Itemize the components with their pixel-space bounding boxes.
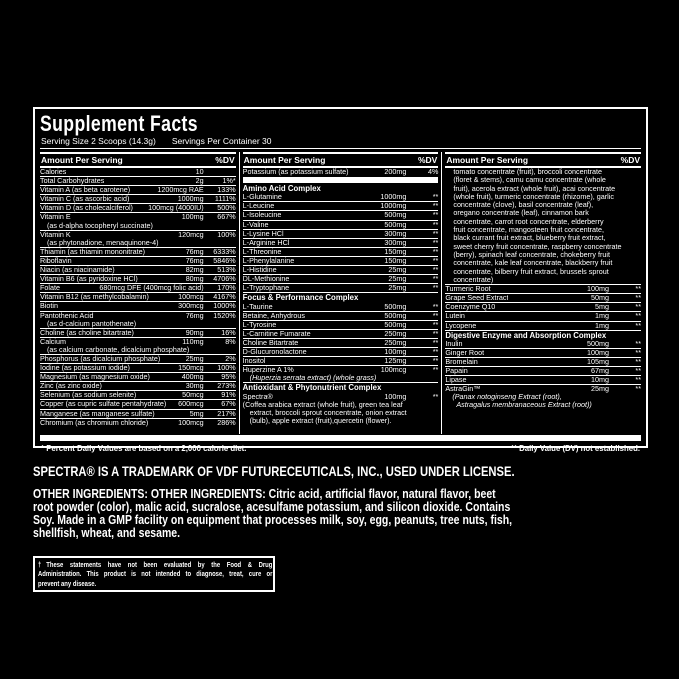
nutrient-amount: 100mg bbox=[181, 212, 204, 222]
nutrient-name: Iodine (as potassium iodide) bbox=[40, 364, 130, 373]
spectra-trademark-line: SPECTRA® IS A TRADEMARK OF VDF FUTURECEUTICALS, INC., USED UNDER LICENSE. bbox=[33, 463, 515, 479]
nutrient-amount: 500mg bbox=[587, 338, 610, 348]
nutrient-amount: 10 bbox=[195, 167, 204, 176]
nutrient-row bbox=[445, 375, 641, 384]
nutrient-amount: 100mcg bbox=[178, 417, 204, 427]
nutrient-row bbox=[40, 372, 236, 381]
nutrient-dv: 500% bbox=[217, 203, 236, 213]
column-header bbox=[40, 152, 236, 168]
nutrient-dv: ** bbox=[635, 357, 641, 367]
nutrient-dv: 286% bbox=[217, 417, 236, 427]
nutrient-row bbox=[40, 283, 236, 292]
nutrient-name: Lipase bbox=[445, 376, 467, 385]
nutrient-name: D-Glucuronolactone bbox=[242, 348, 307, 356]
nutrient-dv: ** bbox=[635, 302, 641, 312]
nutrient-name: Calories bbox=[40, 168, 67, 176]
nutrient-row bbox=[445, 284, 641, 293]
nutrient-dv: 67% bbox=[221, 399, 236, 409]
nutrient-dv: ** bbox=[432, 255, 439, 265]
nutrient-row bbox=[40, 409, 236, 418]
nutrient-dv: ** bbox=[432, 337, 439, 347]
section-header: Amino Acid Complex bbox=[242, 184, 321, 194]
serving-size: Serving Size 2 Scoops (14.3g) bbox=[41, 136, 156, 146]
nutrient-dv: ** bbox=[432, 201, 439, 211]
nutrient-dv: ** bbox=[432, 219, 439, 229]
nutrient-row bbox=[243, 329, 439, 338]
nutrient-amount: 30mg bbox=[185, 381, 204, 391]
nutrient-row bbox=[243, 283, 439, 292]
nutrient-name: Choline (as choline bitartrate) bbox=[40, 328, 134, 337]
text-line: concentrate, carrot root concentrate, elderberry bbox=[453, 216, 604, 226]
nutrient-name: L-Glutamine bbox=[242, 193, 282, 202]
nutrient-name: Lycopene bbox=[445, 321, 477, 330]
nutrient-amount: 200mg bbox=[384, 167, 407, 176]
nutrient-name: L-Arginine HCl bbox=[242, 238, 290, 247]
nutrient-dv: ** bbox=[432, 192, 439, 202]
text-line: (bulb), apple extract (fruit),quercetin (flower). bbox=[249, 416, 392, 426]
nutrient-dv: 4% bbox=[427, 167, 439, 176]
nutrient-amount: 25mg bbox=[388, 265, 407, 275]
nutrient-dv: 667% bbox=[217, 212, 236, 222]
nutrient-amount: 250mg bbox=[384, 337, 407, 347]
nutrient-amount: 1mg bbox=[595, 311, 610, 321]
fda-disclaimer-text bbox=[38, 560, 272, 588]
nutrient-row bbox=[40, 265, 236, 274]
nutrient-name: Selenium (as sodium selenite) bbox=[40, 391, 137, 400]
text-line: root powder (color), malic acid, sucralose, acesulfame potassium, and silicon dioxide. Contains bbox=[33, 500, 511, 514]
nutrient-amount: 67mg bbox=[591, 366, 610, 376]
nutrient-row bbox=[40, 390, 236, 399]
nutrient-dv: ** bbox=[432, 237, 439, 247]
nutrient-amount: 10mg bbox=[591, 375, 610, 385]
footnote-dv-not-established: ** Daily Value (DV) not established. bbox=[510, 444, 640, 453]
nutrient-row bbox=[40, 274, 236, 283]
text-line: fruit concentrate, mangosteen fruit concentrate, bbox=[453, 225, 604, 235]
nutrient-dv: ** bbox=[432, 391, 439, 401]
nutrient-amount: 50mcg bbox=[182, 390, 204, 400]
supplement-facts-title: Supplement Facts bbox=[40, 111, 198, 136]
nutrient-row bbox=[243, 256, 439, 265]
text-line: sweet cherry fruit concentrate, raspberry concentrate bbox=[453, 241, 622, 251]
footnote-daily-values: * Percent Daily Values are based on a 2,000 calorie diet. bbox=[41, 444, 247, 453]
nutrient-row bbox=[40, 247, 236, 256]
nutrient-row bbox=[445, 311, 641, 320]
nutrient-row bbox=[243, 303, 439, 311]
column-header-dv: %DV bbox=[620, 154, 641, 165]
text-line: fruit), acerola extract (whole fruit), acai concentrate bbox=[453, 183, 616, 193]
nutrient-amount: 300mcg bbox=[178, 301, 204, 311]
other-ingredients-paragraph bbox=[33, 488, 512, 540]
column-header-label: Amount Per Serving bbox=[243, 154, 326, 165]
nutrient-row bbox=[40, 292, 236, 301]
nutrient-dv: ** bbox=[432, 210, 439, 220]
nutrient-row bbox=[445, 321, 641, 330]
nutrient-dv: ** bbox=[635, 384, 641, 394]
nutrient-name: L-Tryptophane bbox=[242, 284, 290, 293]
text-line: Administration. This product is not intended to diagnose, treat, cure or bbox=[38, 569, 273, 579]
nutrient-name: Lutein bbox=[445, 312, 465, 321]
nutrient-amount: 500mg bbox=[384, 310, 407, 320]
nutrient-dv: ** bbox=[635, 375, 641, 385]
text-line: prevent any disease. bbox=[38, 578, 97, 588]
nutrient-name: Vitamin B6 (as pyridoxine HCl) bbox=[40, 275, 138, 284]
nutrient-amount: 1200mcg RAE bbox=[157, 185, 204, 195]
facts-column bbox=[40, 152, 236, 434]
nutrient-row bbox=[243, 320, 439, 329]
nutrient-name: Inulin bbox=[445, 339, 463, 348]
nutrient-name: Zinc (as zinc oxide) bbox=[40, 382, 102, 391]
nutrient-name: Folate bbox=[40, 284, 60, 293]
nutrient-amount: 300mg bbox=[384, 237, 407, 247]
nutrient-row bbox=[243, 210, 439, 219]
nutrient-name: Pantothenic Acid bbox=[40, 311, 94, 320]
nutrient-amount: 110mg bbox=[182, 336, 204, 346]
nutrient-dv: 217% bbox=[217, 408, 236, 418]
nutrient-amount: 500mg bbox=[384, 210, 407, 220]
section-header: Antioxidant & Phytonutrient Complex bbox=[243, 382, 439, 392]
facts-column bbox=[445, 152, 641, 434]
text-line: OTHER INGREDIENTS: OTHER INGREDIENTS: Citric acid, artificial flavor, natural flavor, beet bbox=[33, 487, 496, 501]
nutrient-row bbox=[445, 302, 641, 311]
nutrient-amount: 5mg bbox=[595, 302, 610, 312]
nutrient-row bbox=[40, 185, 236, 194]
nutrient-name: Betaine, Anhydrous bbox=[242, 311, 306, 320]
nutrient-subtext: (as d-alpha tocopheryl succinate) bbox=[47, 220, 153, 230]
nutrient-dv: 91% bbox=[221, 390, 236, 400]
nutrient-row bbox=[40, 203, 236, 212]
text-line: oregano concentrate (leaf), cinnamon bark bbox=[453, 208, 589, 218]
nutrient-dv: 513% bbox=[217, 265, 236, 275]
nutrient-name: AstraGin™ bbox=[445, 385, 481, 394]
nutrient-row bbox=[243, 311, 439, 320]
nutrient-row bbox=[445, 293, 641, 302]
nutrient-amount: 680mcg DFE (400mcg folic acid) bbox=[99, 283, 204, 293]
nutrient-dv: ** bbox=[432, 347, 439, 356]
nutrient-amount: 80mg bbox=[185, 274, 204, 284]
text-line: extract, broccoli sprout concentrate, onion extract bbox=[249, 407, 407, 417]
nutrient-name: Inositol bbox=[242, 357, 266, 366]
text-line: concentrate) bbox=[453, 274, 494, 284]
nutrient-name: Turmeric Root bbox=[445, 285, 491, 294]
nutrient-name: Vitamin E bbox=[40, 213, 71, 222]
nutrient-name: Thiamin (as thiamin mononitrate) bbox=[40, 247, 146, 256]
nutrient-amount: 150mg bbox=[384, 255, 407, 265]
nutrient-name: Potassium (as potassium sulfate) bbox=[242, 168, 349, 176]
nutrient-name: L-Tyrosine bbox=[242, 320, 277, 329]
nutrient-dv: ** bbox=[635, 311, 641, 321]
nutrient-row bbox=[243, 201, 439, 210]
nutrient-dv: ** bbox=[635, 293, 641, 303]
nutrient-name: Coenzyme Q10 bbox=[445, 303, 496, 312]
text-line: concentrate (clove), basil concentrate (leaf), bbox=[453, 200, 594, 210]
nutrient-amount: 100mg bbox=[384, 391, 407, 401]
column-header-dv: %DV bbox=[215, 154, 235, 165]
column-header-dv: %DV bbox=[417, 154, 438, 165]
nutrient-dv: ** bbox=[432, 274, 439, 284]
section-header: Focus & Performance Complex bbox=[243, 292, 439, 302]
nutrient-amount: 5mg bbox=[189, 408, 204, 418]
text-line: (Coffea arabica extract (whole fruit), green tea leaf bbox=[242, 399, 403, 409]
nutrient-name: Vitamin K bbox=[40, 230, 71, 239]
ingredient-list-text bbox=[445, 168, 641, 284]
nutrient-amount: 1000mg bbox=[177, 194, 204, 204]
nutrient-name: Grape Seed Extract bbox=[445, 294, 509, 303]
text-line: tomato concentrate (fruit), broccoli concentrate bbox=[453, 167, 602, 176]
nutrient-row bbox=[243, 265, 439, 274]
nutrient-dv: ** bbox=[635, 284, 641, 294]
servings-per-container: Servings Per Container 30 bbox=[171, 136, 272, 146]
nutrient-amount: 105mg bbox=[587, 357, 610, 367]
nutrient-amount: 120mcg bbox=[178, 229, 204, 239]
nutrient-dv: ** bbox=[635, 338, 641, 348]
nutrient-subtext: (as d-calcium pantothenate) bbox=[47, 318, 137, 328]
nutrient-row bbox=[40, 168, 236, 176]
nutrient-name: Phosphorus (as dicalcium phosphate) bbox=[40, 354, 161, 363]
nutrient-name: L-Lysine HCl bbox=[242, 229, 284, 238]
nutrient-row bbox=[243, 238, 439, 247]
nutrient-amount: 300mg bbox=[384, 228, 407, 238]
nutrient-name: Calcium bbox=[40, 337, 66, 346]
nutrient-row bbox=[243, 193, 439, 201]
nutrient-dv: 1520% bbox=[213, 310, 236, 320]
nutrient-row bbox=[445, 366, 641, 375]
nutrient-row bbox=[243, 168, 439, 176]
nutrient-row bbox=[243, 220, 439, 229]
nutrient-name: L-Threonine bbox=[242, 247, 282, 256]
nutrient-amount: 100mcg (4000IU) bbox=[148, 203, 204, 213]
nutrient-name: Spectra® bbox=[242, 392, 273, 401]
nutrient-name: L-Phenylalanine bbox=[242, 256, 295, 265]
nutrient-name: Manganese (as manganese sulfate) bbox=[40, 409, 155, 418]
nutrient-name: Niacin (as niacinamide) bbox=[40, 266, 115, 275]
nutrient-name: DL-Methionine bbox=[242, 275, 290, 284]
nutrient-amount: 25mg bbox=[591, 384, 610, 394]
fda-disclaimer-box bbox=[33, 556, 275, 592]
nutrient-amount: 100mg bbox=[587, 347, 610, 357]
nutrient-dv: ** bbox=[635, 320, 641, 330]
nutrient-name: Papain bbox=[445, 367, 468, 376]
nutrient-dv: ** bbox=[432, 283, 439, 293]
nutrient-dv: 133% bbox=[217, 185, 236, 195]
nutrient-name: L-Carnitine Fumarate bbox=[242, 329, 311, 338]
nutrient-name: Bromelain bbox=[445, 358, 478, 367]
nutrient-amount: 90mg bbox=[185, 327, 204, 337]
nutrient-subtext: Astragalus membranaceous Extract (root)) bbox=[456, 400, 592, 410]
nutrient-dv: 170% bbox=[217, 283, 236, 293]
nutrient-row bbox=[445, 357, 641, 366]
text-line: †These statements have not been evaluated by the Food & Drug bbox=[38, 560, 273, 569]
nutrient-name: Vitamin D (as cholecalciferol) bbox=[40, 204, 133, 213]
nutrient-name: L-Leucine bbox=[242, 202, 275, 211]
nutrient-row bbox=[40, 418, 236, 427]
nutrient-dv: ** bbox=[432, 265, 439, 275]
nutrient-dv: 5846% bbox=[213, 255, 236, 265]
ingredient-list-text bbox=[243, 401, 439, 426]
column-header-label: Amount Per Serving bbox=[446, 154, 529, 165]
column-divider bbox=[441, 152, 442, 434]
nutrient-amount: 600mcg bbox=[178, 399, 204, 409]
column-header-label: Amount Per Serving bbox=[41, 154, 123, 165]
nutrient-name: Total Carbohydrates bbox=[40, 177, 105, 186]
nutrient-amount: 76mg bbox=[185, 310, 204, 320]
nutrient-amount: 500mg bbox=[384, 301, 407, 311]
nutrient-dv: ** bbox=[432, 356, 439, 366]
nutrient-dv: 1000% bbox=[213, 301, 236, 311]
text-line: (whole fruit), turmeric concentrate (rhizome), garlic bbox=[453, 191, 614, 201]
nutrient-name: L-Isoleucine bbox=[242, 211, 282, 220]
nutrient-amount: 150mg bbox=[384, 246, 407, 256]
nutrient-name: L-Taurine bbox=[242, 302, 273, 311]
nutrient-amount: 50mg bbox=[591, 293, 610, 303]
nutrient-amount: 100mg bbox=[587, 284, 610, 294]
nutrient-row bbox=[243, 274, 439, 283]
nutrient-name: L-Valine bbox=[242, 220, 269, 229]
nutrient-dv: 273% bbox=[217, 381, 236, 391]
nutrient-name: Copper (as cupric sulfate pentahydrate) bbox=[40, 400, 167, 409]
nutrient-name: Magnesium (as magnesium oxide) bbox=[40, 373, 150, 382]
nutrient-name: Riboflavin bbox=[40, 256, 72, 265]
nutrient-row bbox=[40, 301, 236, 310]
nutrient-amount: 500mg bbox=[384, 219, 407, 229]
nutrient-amount: 25mg bbox=[388, 274, 407, 284]
nutrient-amount: 1000mg bbox=[380, 201, 407, 211]
nutrient-amount: 125mg bbox=[384, 356, 407, 366]
nutrient-dv: ** bbox=[635, 347, 641, 357]
nutrient-dv: ** bbox=[432, 365, 439, 375]
nutrient-name: L-Histidine bbox=[242, 266, 277, 275]
nutrient-subtext: (as calcium carbonate, dicalcium phosphate) bbox=[47, 344, 190, 354]
nutrient-row bbox=[243, 347, 439, 356]
nutrient-amount: 500mg bbox=[384, 319, 407, 329]
column-divider bbox=[239, 152, 240, 434]
facts-columns bbox=[40, 152, 641, 434]
nutrient-subtext: (Huperzia serrata extract) (whole grass) bbox=[249, 373, 377, 383]
nutrient-dv: ** bbox=[635, 366, 641, 376]
nutrient-dv: ** bbox=[432, 310, 439, 320]
nutrient-amount: 100mg bbox=[384, 347, 407, 356]
nutrient-dv: 1111% bbox=[214, 194, 236, 204]
column-header bbox=[445, 152, 641, 168]
nutrient-dv: ** bbox=[432, 319, 439, 329]
nutrient-name: Huperzine A 1% bbox=[242, 366, 294, 375]
nutrient-name: Ginger Root bbox=[445, 348, 485, 357]
nutrient-amount: 100mcg bbox=[380, 365, 407, 375]
nutrient-dv: ** bbox=[432, 228, 439, 238]
nutrient-amount: 250mg bbox=[384, 328, 407, 338]
nutrient-row bbox=[445, 348, 641, 357]
nutrient-dv: 100% bbox=[217, 363, 236, 373]
nutrient-amount: 76mg bbox=[185, 246, 204, 256]
text-line: Soy. Made in a GMP facility on equipment that processes milk, soy, egg, peanuts, tree nuts, fish, bbox=[33, 513, 513, 527]
supplement-facts-panel bbox=[33, 107, 648, 453]
nutrient-subtext: (Panax notoginseng Extract (root), bbox=[452, 392, 562, 402]
nutrient-amount: 1000mg bbox=[380, 192, 407, 202]
nutrient-amount: 25mg bbox=[388, 283, 407, 293]
serving-info bbox=[40, 135, 641, 149]
nutrient-row bbox=[445, 340, 641, 348]
nutrient-dv: 6333% bbox=[213, 246, 236, 256]
text-line: concentrate, bilberry fruit extract, brussels sprout bbox=[453, 266, 609, 276]
nutrient-dv: 1%* bbox=[222, 176, 236, 186]
nutrient-amount: 100mcg bbox=[178, 292, 204, 302]
text-line: shellfish, wheat, and sesame. bbox=[33, 526, 181, 540]
nutrient-dv: 2% bbox=[225, 353, 236, 363]
nutrient-row bbox=[40, 194, 236, 203]
nutrient-name: Vitamin B12 (as methylcobalamin) bbox=[40, 293, 149, 302]
nutrient-amount: 150mcg bbox=[178, 363, 204, 373]
nutrient-dv: ** bbox=[432, 328, 439, 338]
nutrient-row bbox=[40, 328, 236, 337]
nutrient-row bbox=[243, 356, 439, 365]
nutrient-dv: 4167% bbox=[213, 292, 236, 302]
nutrient-dv: 100% bbox=[217, 229, 236, 239]
nutrient-amount: 82mg bbox=[185, 265, 204, 275]
nutrient-row bbox=[243, 229, 439, 238]
column-header bbox=[243, 152, 439, 168]
nutrient-name: Vitamin A (as beta carotene) bbox=[40, 186, 131, 195]
nutrient-row bbox=[243, 338, 439, 347]
text-line: black currant fruit extract, blueberry fruit extract, bbox=[453, 233, 606, 243]
nutrient-dv: ** bbox=[432, 246, 439, 256]
nutrient-amount: 2g bbox=[195, 176, 204, 186]
nutrient-amount: 1mg bbox=[595, 320, 610, 330]
separator-bar bbox=[243, 177, 439, 183]
section-header: Digestive Enzyme and Absorption Complex bbox=[445, 330, 641, 340]
facts-column bbox=[243, 152, 439, 434]
footnote-row bbox=[40, 441, 641, 453]
nutrient-row bbox=[40, 381, 236, 390]
nutrient-row bbox=[40, 256, 236, 265]
nutrient-row bbox=[243, 247, 439, 256]
nutrient-name: Biotin bbox=[40, 302, 58, 311]
nutrient-dv: 8% bbox=[225, 336, 236, 346]
text-line: (floret & stems), camu camu concentrate (whole bbox=[453, 175, 606, 185]
nutrient-amount: 25mg bbox=[185, 353, 204, 363]
nutrient-name: Chromium (as chromium chloride) bbox=[40, 418, 149, 427]
nutrient-dv: 16% bbox=[221, 327, 236, 337]
nutrient-subtext: (as phytonadione, menaquinone-4) bbox=[47, 237, 159, 247]
nutrient-name: Vitamin C (as ascorbic acid) bbox=[40, 195, 130, 204]
nutrient-name: Choline Bitartrate bbox=[242, 338, 299, 347]
nutrient-amount: 400mg bbox=[181, 372, 204, 382]
nutrient-amount: 76mg bbox=[185, 255, 204, 265]
text-line: concentrate, kale leaf concentrate, blackberry fruit bbox=[453, 258, 613, 268]
nutrient-row bbox=[40, 176, 236, 185]
nutrient-dv: 4706% bbox=[213, 274, 236, 284]
nutrient-row bbox=[40, 399, 236, 408]
nutrient-dv: ** bbox=[432, 301, 439, 311]
text-line: (berry), spinach leaf concentrate, chokeberry fruit bbox=[453, 249, 610, 259]
nutrient-dv: 95% bbox=[221, 372, 236, 382]
nutrient-row bbox=[40, 363, 236, 372]
nutrient-row bbox=[40, 354, 236, 363]
